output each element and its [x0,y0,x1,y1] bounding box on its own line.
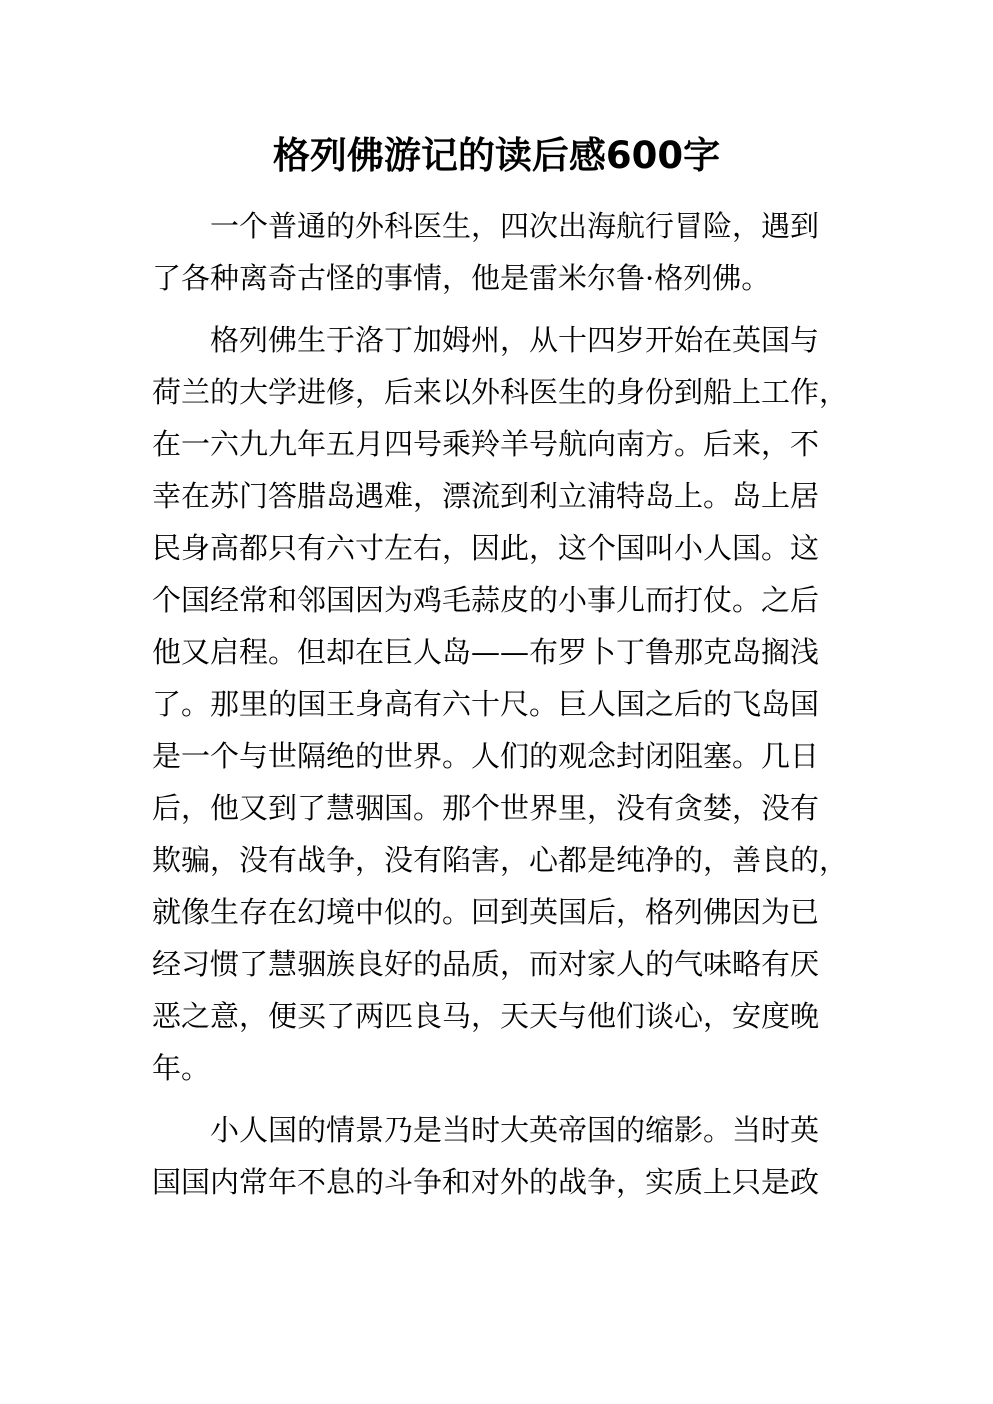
text-line: 欺骗，没有战争，没有陷害，心都是纯净的，善良的， [152,843,849,877]
document-body [152,200,852,1208]
text-line: 后，他又到了慧骃国。那个世界里，没有贪婪，没有 [152,791,820,825]
text-line: 经习惯了慧骃族良好的品质，而对家人的气味略有厌 [152,947,820,981]
text-line: 格列佛生于洛丁加姆州，从十四岁开始在英国与 [210,323,820,357]
text-line: 在一六九九年五月四号乘羚羊号航向南方。后来，不 [152,427,820,461]
text-line: 就像生存在幻境中似的。回到英国后，格列佛因为已 [152,895,820,929]
text-line: 恶之意，便买了两匹良马，天天与他们谈心，安度晚 [152,999,820,1033]
text-line: 了。那里的国王身高有六十尺。巨人国之后的飞岛国 [152,687,820,721]
text-line: 国国内常年不息的斗争和对外的战争，实质上只是政 [152,1165,820,1199]
text-line: 个国经常和邻国因为鸡毛蒜皮的小事儿而打仗。之后 [152,583,820,617]
text-line: 荷兰的大学进修，后来以外科医生的身份到船上工作， [152,375,849,409]
text-line: 一个普通的外科医生，四次出海航行冒险，遇到 [210,209,820,243]
text-line: 民身高都只有六寸左右，因此，这个国叫小人国。这 [152,531,820,565]
text-line: 是一个与世隔绝的世界。人们的观念封闭阻塞。几日 [152,739,820,773]
text-line: 幸在苏门答腊岛遇难，漂流到利立浦特岛上。岛上居 [152,479,820,513]
text-line: 年。 [152,1051,211,1085]
text-line: 小人国的情景乃是当时大英帝国的缩影。当时英 [210,1113,820,1147]
page-title: 格列佛游记的读后感600字 [272,134,721,177]
text-line: 了各种离奇古怪的事情，他是雷米尔鲁·格列佛。 [152,261,771,295]
text-line: 他又启程。但却在巨人岛——布罗卜丁鲁那克岛搁浅 [152,635,820,669]
